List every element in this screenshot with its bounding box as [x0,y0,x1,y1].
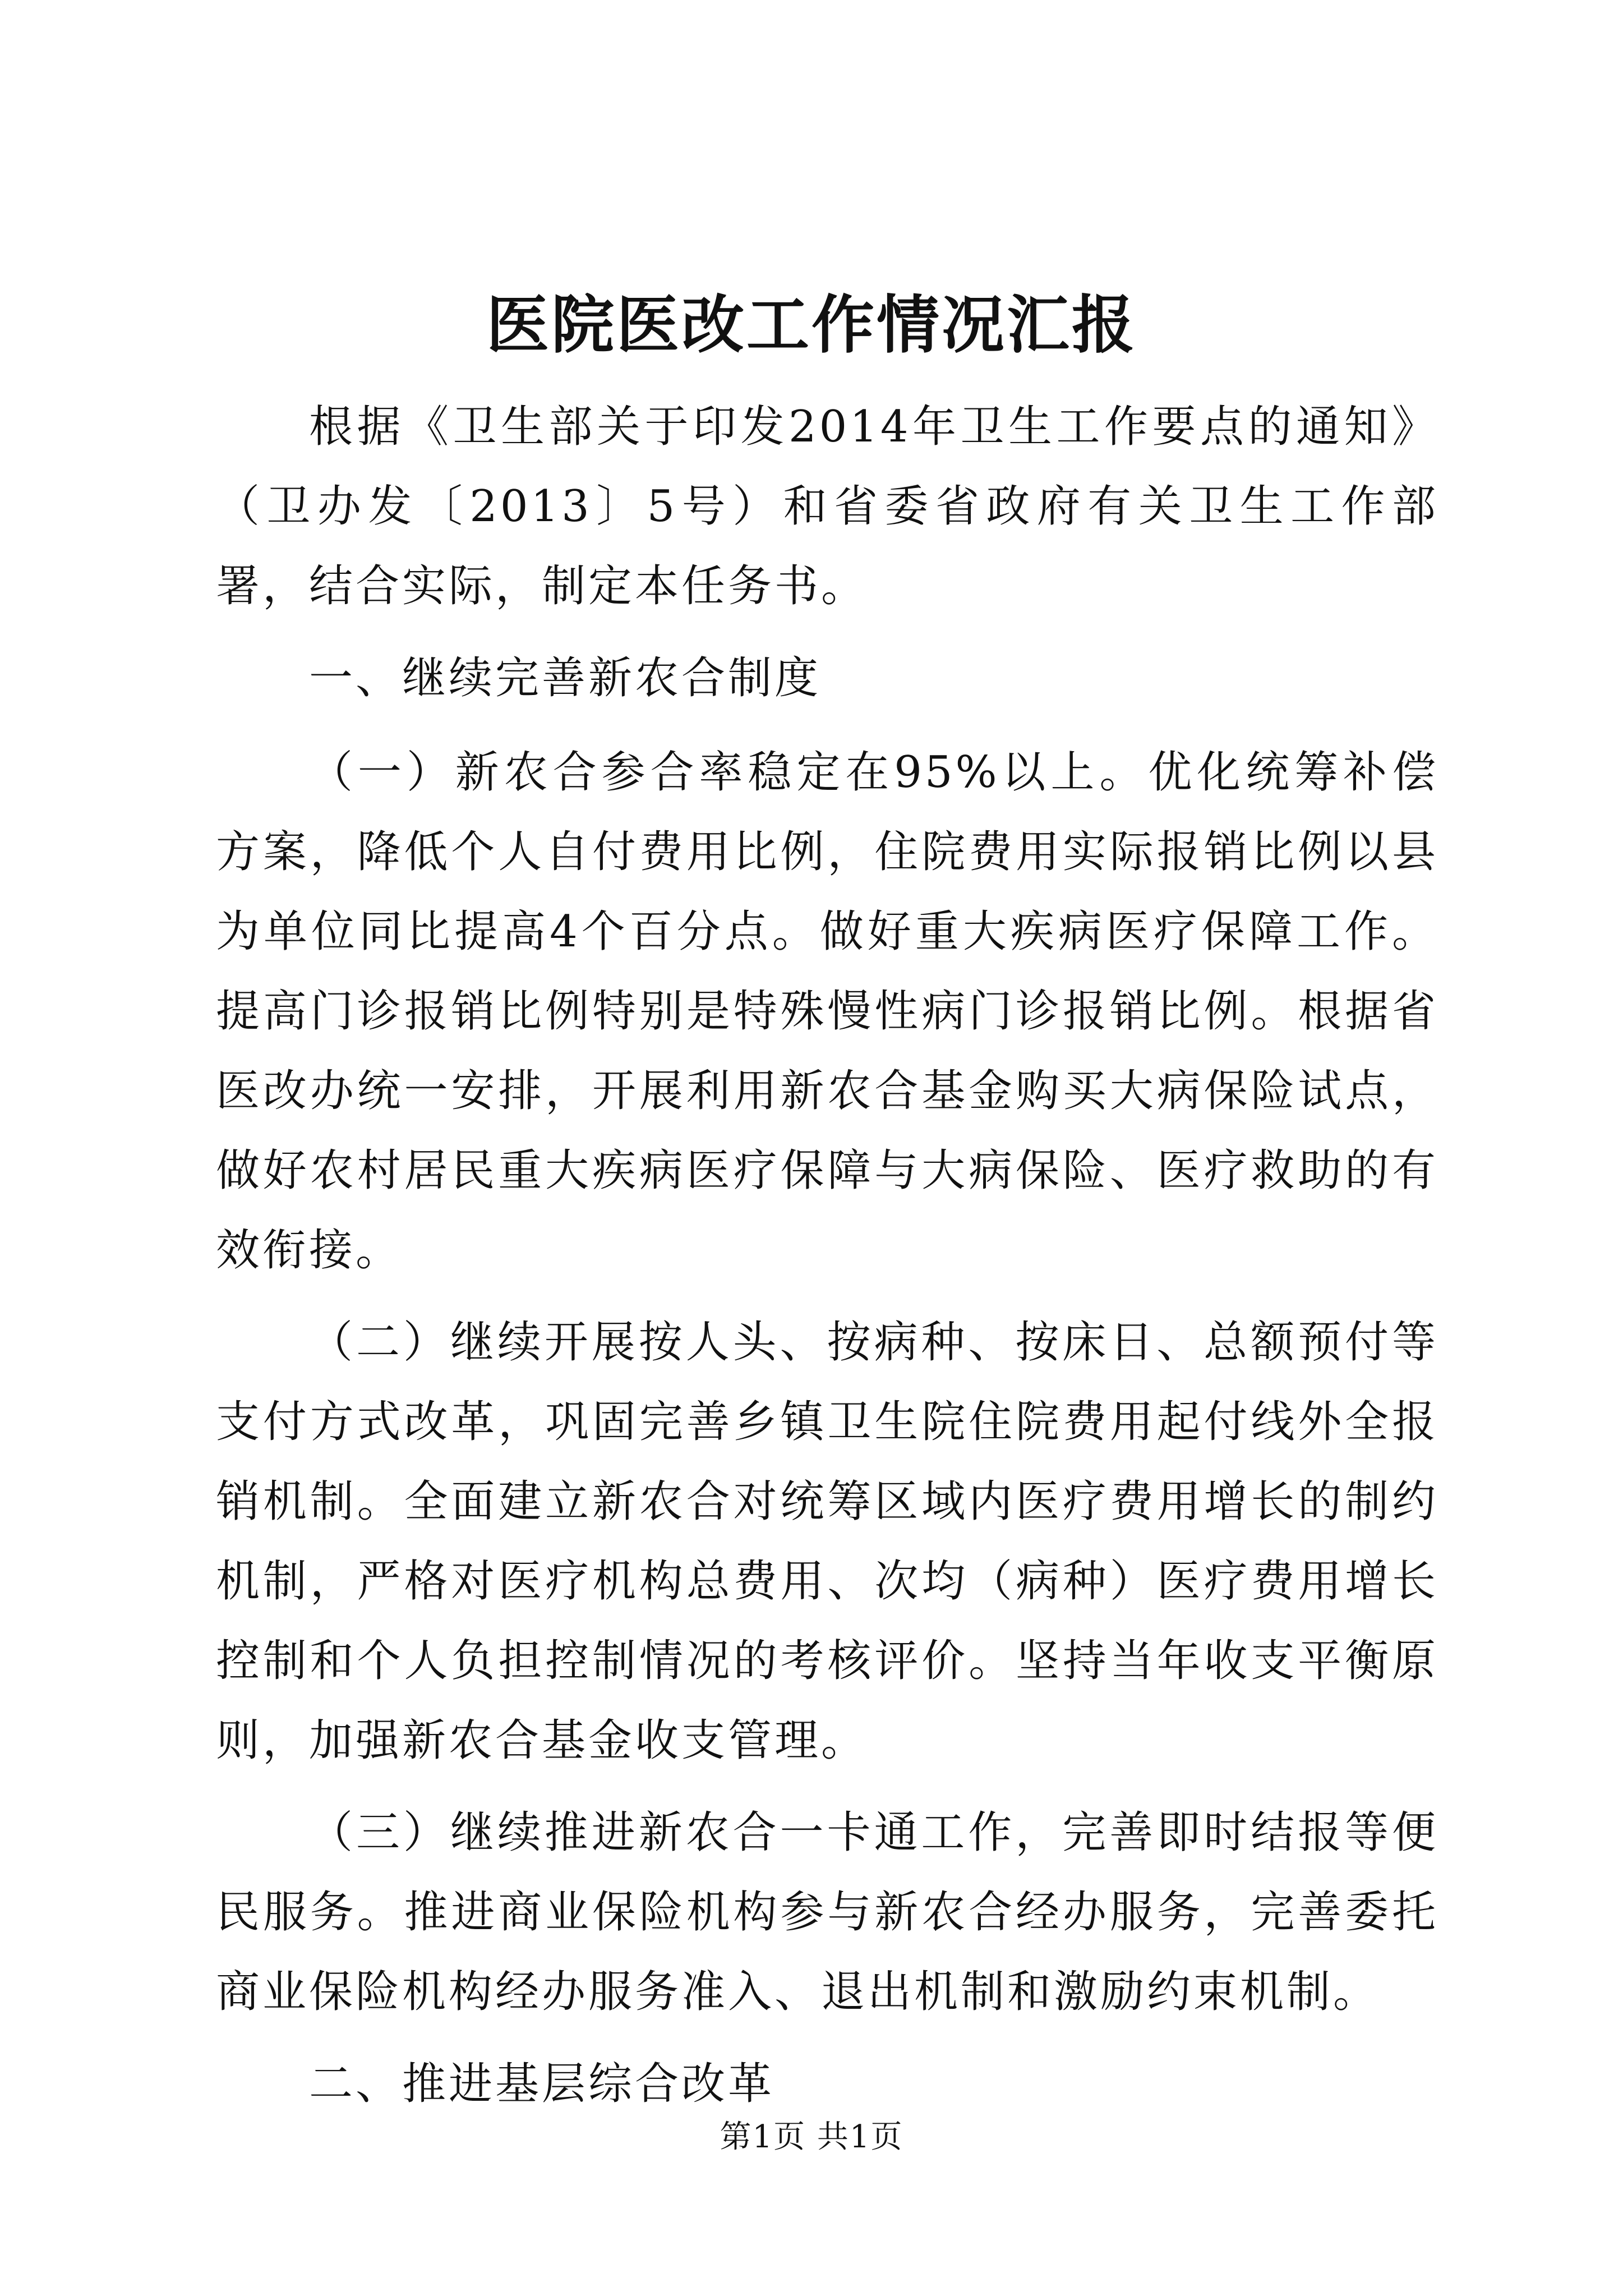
subsection-paragraph-1: （一）新农合参合率稳定在95%以上。优化统筹补偿方案，降低个人自付费用比例，住院费用实际报销比例以县为单位同比提高4个百分点。做好重大疾病医疗保障工作。提高门诊报销比例特别是特殊慢性病门诊报销比例。根据省医改办统一安排，开展利用新农合基金购买大病保险试点，做好农村居民重大疾病医疗保障与大病保险、医疗救助的有效衔接。 [216,747,1438,1276]
section-heading-1: 一、继续完善新农合制度 [309,653,822,703]
section-heading-2: 二、推进基层综合改革 [309,2059,775,2109]
subsection-paragraph-3: （三）继续推进新农合一卡通工作，完善即时结报等便民服务。推进商业保险机构参与新农合经办服务，完善委托商业保险机构经办服务准入、退出机制和激励约束机制。 [216,1807,1438,2017]
intro-paragraph: 根据《卫生部关于印发2014年卫生工作要点的通知》（卫办发〔2013〕5号）和省委省政府有关卫生工作部署，结合实际，制定本任务书。 [216,402,1438,611]
document-title: 医院医改工作情况汇报 [486,288,1137,362]
document-body [216,387,1438,2138]
page-number-footer: 第1页 共1页 [720,2119,903,2155]
subsection-paragraph-2: （二）继续开展按人头、按病种、按床日、总额预付等支付方式改革，巩固完善乡镇卫生院住院费用起付线外全报销机制。全面建立新农合对统筹区域内医疗费用增长的制约机制，严格对医疗机构总费用、次均（病种）医疗费用增长控制和个人负担控制情况的考核评价。坚持当年收支平衡原则，加强新农合基金收支管理。 [216,1317,1438,1766]
